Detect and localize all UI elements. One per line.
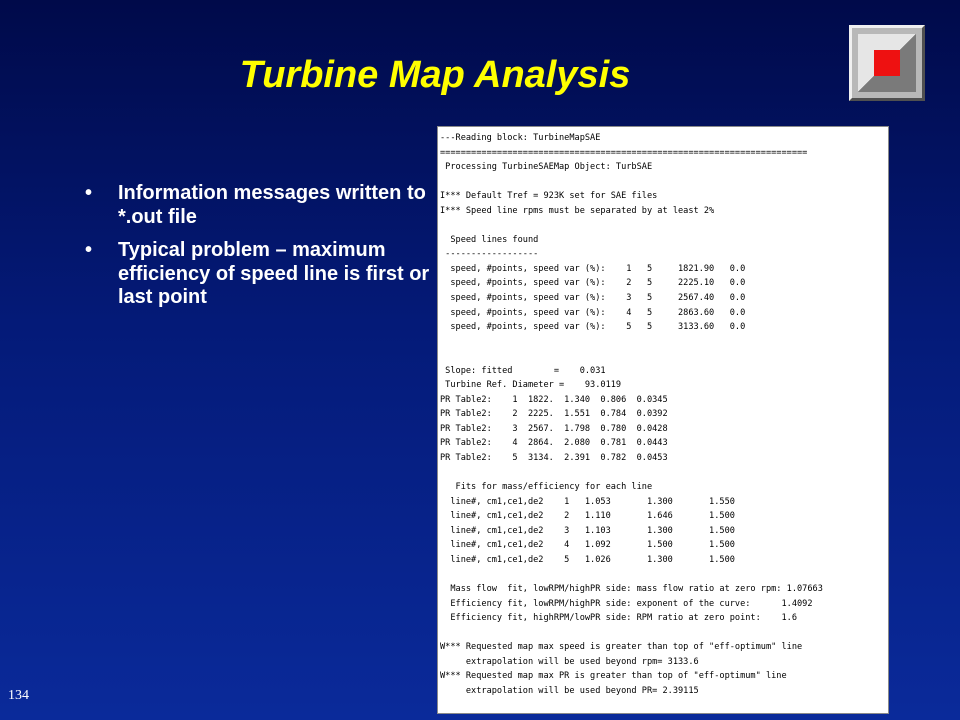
bullet-text: Typical problem – maximum efficiency of speed line is first or last point (118, 239, 430, 308)
bullet-text: Information messages written to *.out file (118, 182, 426, 228)
output-line: Efficiency fit, highRPM/lowPR side: RPM ratio at zero point: 1.6 (440, 613, 797, 624)
bullet-item (85, 182, 430, 229)
output-file-panel (437, 126, 889, 714)
output-line (440, 175, 823, 190)
bullet-list (85, 182, 430, 320)
output-line: W*** Requested map max PR is greater than top of "eff-optimum" line (440, 671, 787, 682)
output-line: extrapolation will be used beyond rpm= 3133.6 (440, 656, 699, 667)
output-line (440, 567, 823, 582)
output-line: line#, cm1,ce1,de2 2 1.110 1.646 1.500 (440, 511, 735, 522)
output-line: line#, cm1,ce1,de2 4 1.092 1.500 1.500 (440, 540, 735, 551)
output-line: ------------------ (440, 249, 539, 260)
output-log (440, 131, 823, 698)
output-line (440, 626, 823, 641)
output-line (440, 218, 823, 233)
output-line: PR Table2: 2 2225. 1.551 0.784 0.0392 (440, 409, 668, 420)
output-line: Slope: fitted = 0.031 (440, 365, 606, 376)
stop-button[interactable] (849, 25, 925, 101)
output-line: ---Reading block: TurbineMapSAE (440, 133, 601, 143)
output-line (440, 335, 823, 350)
bullet-marker: • (85, 239, 93, 261)
output-line: ======================================================================= (440, 147, 808, 158)
output-line: PR Table2: 4 2864. 2.080 0.781 0.0443 (440, 438, 668, 449)
output-line: Mass flow fit, lowRPM/highPR side: mass flow ratio at zero rpm: 1.07663 (440, 583, 823, 594)
output-line: line#, cm1,ce1,de2 5 1.026 1.300 1.500 (440, 554, 735, 565)
output-line: Processing TurbineSAEMap Object: TurbSAE (440, 162, 653, 173)
output-line: Speed lines found (440, 234, 539, 245)
output-line: I*** Default Tref = 923K set for SAE files (440, 191, 658, 202)
output-line: PR Table2: 5 3134. 2.391 0.782 0.0453 (440, 453, 668, 464)
output-line (440, 349, 823, 364)
output-line: Efficiency fit, lowRPM/highPR side: exponent of the curve: 1.4092 (440, 598, 813, 609)
output-line: speed, #points, speed var (%): 5 5 3133.60 0.0 (440, 322, 746, 333)
bullet-marker: • (85, 182, 93, 204)
output-line: speed, #points, speed var (%): 2 5 2225.10 0.0 (440, 278, 746, 289)
output-line: PR Table2: 1 1822. 1.340 0.806 0.0345 (440, 394, 668, 405)
page-number: 134 (8, 688, 29, 703)
output-line: speed, #points, speed var (%): 4 5 2863.60 0.0 (440, 307, 746, 318)
output-line (440, 466, 823, 481)
output-line: line#, cm1,ce1,de2 1 1.053 1.300 1.550 (440, 496, 735, 507)
output-line: W*** Requested map max speed is greater than top of "eff-optimum" line (440, 642, 803, 653)
output-line: Turbine Ref. Diameter = 93.0119 (440, 380, 622, 391)
output-line: speed, #points, speed var (%): 3 5 2567.40 0.0 (440, 293, 746, 304)
output-line: I*** Speed line rpms must be separated by at least 2% (440, 205, 715, 216)
slide-title: Turbine Map Analysis (239, 54, 631, 96)
output-line: Fits for mass/efficiency for each line (440, 482, 653, 493)
output-line: extrapolation will be used beyond PR= 2.39115 (440, 685, 699, 696)
stop-icon (874, 50, 900, 76)
output-line: speed, #points, speed var (%): 1 5 1821.90 0.0 (440, 263, 746, 274)
output-line: line#, cm1,ce1,de2 3 1.103 1.300 1.500 (440, 525, 735, 536)
output-line: PR Table2: 3 2567. 1.798 0.780 0.0428 (440, 423, 668, 434)
bullet-item (85, 239, 430, 310)
